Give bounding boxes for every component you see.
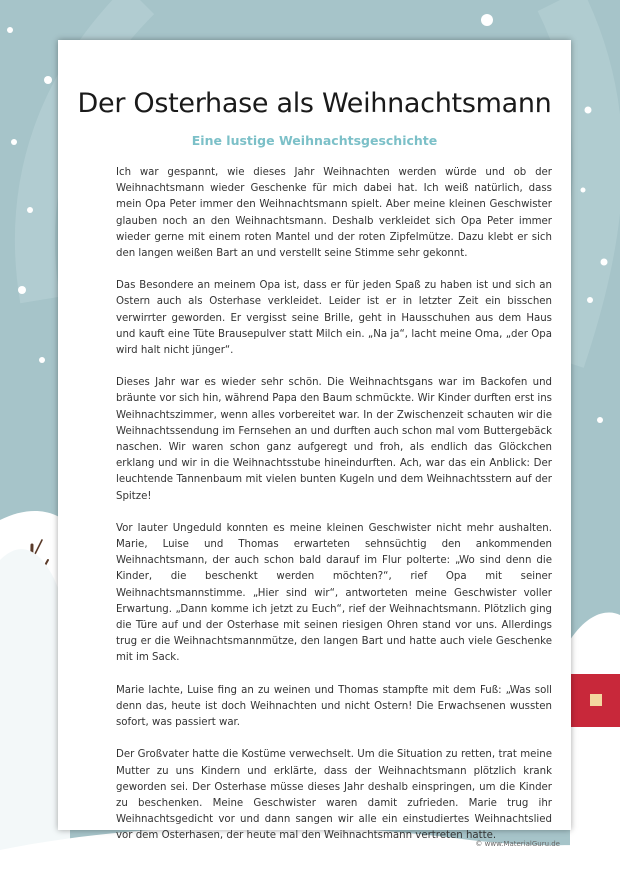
paragraph: Marie lachte, Luise fing an zu weinen und Thomas stampfte mit dem Fuß: „Was soll denn das, heute ist doch Weihnachten und nicht Ostern! Die Erwachsenen wussten sofort, was passiert war. [116,684,552,729]
story-subtitle: Eine lustige Weihnachtsgeschichte [191,133,438,148]
paragraph: Ich war gespannt, wie dieses Jahr Weihnachten werden würde und ob der Weihnachtsmann wieder Geschenke für mich dabei hat. Ich weiß natürlich, dass mein Opa Peter immer den Weihnachtsmann spielt. Aber meine kleinen Geschwister glauben noch an den Weihnachtsmann. Deshalb verkleidet sich Opa Peter immer wieder gerne mit einem roten Mantel und der roten Zipfelmütze. Dazu klebt er sich den langen weißen Bart an und verstellt seine Stimme sehr gekonnt. [116,167,552,260]
paragraph: Das Besondere an meinem Opa ist, dass er für jeden Spaß zu haben ist und sich an Ostern auch als Osterhase verkleidet. Leider ist er in letzter Zeit ein bisschen verwirrter geworden. Er vergisst seine Brille, geht in Hausschuhen aus dem Haus und kauft eine Tüte Brausepulver statt Milch ein. „Na ja“, lacht meine Oma, „der Opa wird halt nicht jünger“. [116,280,552,357]
copyright-notice: © www.MaterialGuru.de [475,840,560,848]
story-title: Der Osterhase als Weihnachtsmann [77,88,552,119]
paragraph: Vor lauter Ungeduld konnten es meine kleinen Geschwister nicht mehr aushalten. Marie, Luise und Thomas erwarteten sehnsüchtig den ankommenden Weihnachtsmann, der auch schon bald darauf im Flur polterte: „Wo sind denn die Kinder, die beschenkt werden möchten?“, rief Opa mit seiner Weihnachtsmannstimme. „Hier sind wir“, antworteten meine Geschwister voller Erwartung. „Dann komme ich jetzt zu Euch“, rief der Weihnachtsmann. Plötzlich ging die Türe auf und der Osterhase mit seinen riesigen Ohren stand vor uns. Allerdings trug er die Weihnachtsmannmütze, den langen Bart und hatte auch viele Geschenke mit im Sack. [116,522,552,664]
worksheet-page [58,40,571,842]
red-house [571,660,620,727]
story-text [116,165,552,861]
paragraph: Dieses Jahr war es wieder sehr schön. Die Weihnachtsgans war im Backofen und bräunte vor sich hin, während Papa den Baum schmückte. Wir Kinder durften erst ins Weihnachtszimmer, wenn alles vorbereitet war. In der Zwischenzeit schauten wir die Weihnachtssendung im Fernsehen an und durften auch schon mal vom Buttergebäck naschen. Wir waren schon ganz aufgeregt und froh, als endlich das Glöckchen erklang und wir in die Weihnachtsstube hineindurften. Ach, war das ein Anblick: Der leuchtende Tannenbaum mit vielen bunten Kugeln und dem Weihnachtsstern auf der Spitze! [116,377,552,502]
paragraph: Der Großvater hatte die Kostüme verwechselt. Um die Situation zu retten, trat meine Mutter zu uns Kindern und erklärte, dass der Weihnachtsmann plötzlich krank geworden sei. Der Osterhase müsse dieses Jahr deshalb einspringen, um die Kinder zu beschenken. Meine Geschwister waren damit zufrieden. Marie trug ihr Weihnachtsgedicht vor und dann sangen wir alle ein einstudiertes Weihnachtslied vor dem Osterhasen, der heute mal den Weihnachtsmann vertreten hatte. [116,749,552,842]
